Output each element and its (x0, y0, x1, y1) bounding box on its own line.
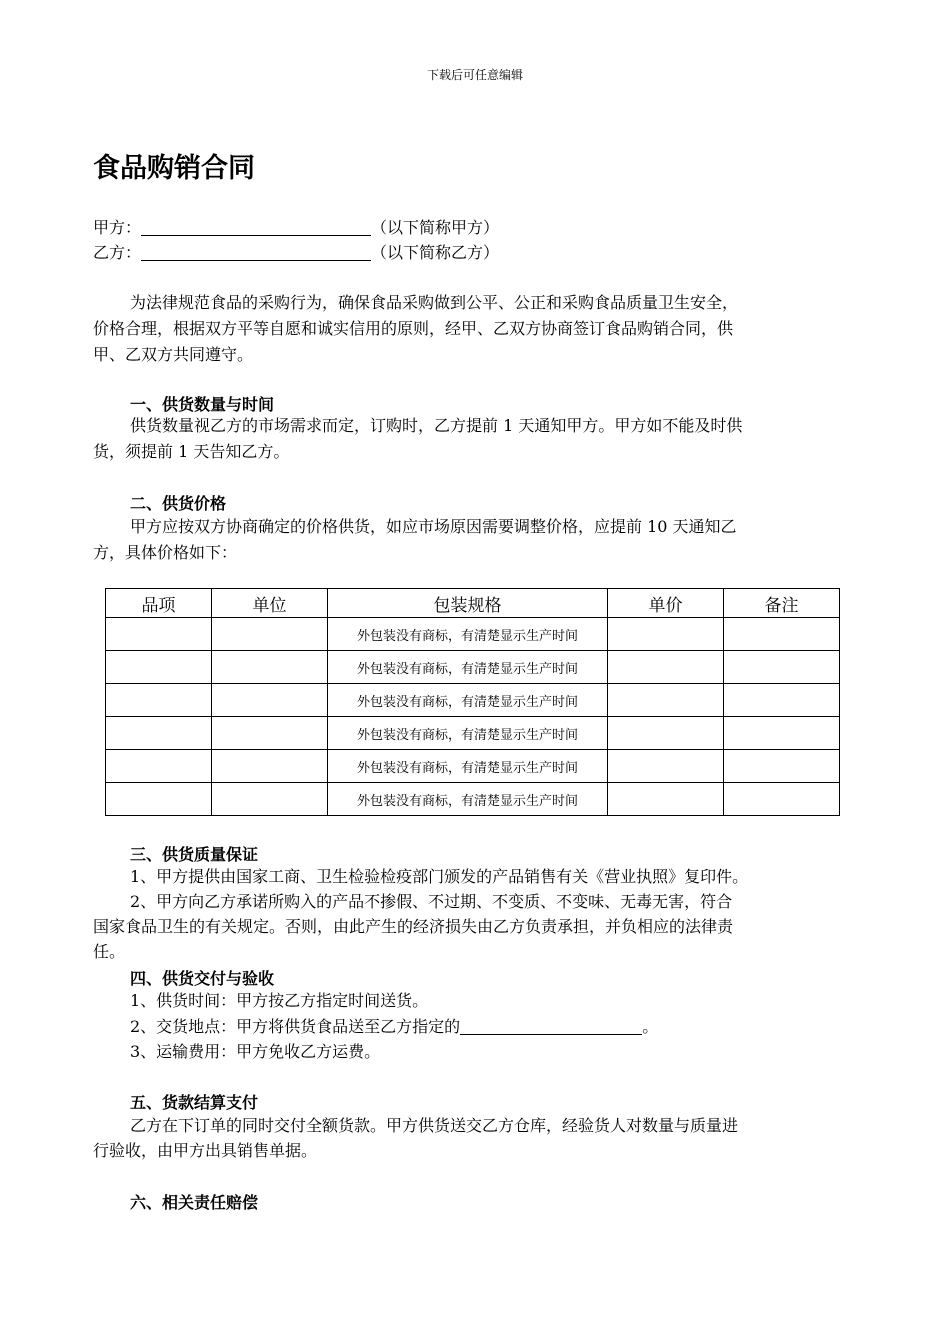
intro-line-2: 价格合理，根据双方平等自愿和诚实信用的原则，经甲、乙双方协商签订食品购销合同，供 (93, 319, 734, 338)
section-2-line-1: 甲方应按双方协商确定的价格供货，如应市场原因需要调整价格，应提前 10 天通知乙 (130, 517, 737, 536)
table-cell-unit-price (608, 783, 724, 816)
section-4-line-2-suffix: 。 (642, 1017, 659, 1036)
table-cell-packaging: 外包装没有商标，有清楚显示生产时间 (328, 783, 608, 816)
section-4-line-3: 3、运输费用：甲方免收乙方运费。 (130, 1042, 381, 1061)
section-2-line-2: 方，具体价格如下： (93, 543, 238, 562)
table-cell-remarks (724, 750, 840, 783)
table-cell-item (106, 684, 212, 717)
table-cell-packaging: 外包装没有商标，有清楚显示生产时间 (328, 684, 608, 717)
party-b-line (93, 240, 499, 266)
document-title: 食品购销合同 (93, 153, 255, 184)
table-cell-remarks (724, 717, 840, 750)
section-1-line-1: 供货数量视乙方的市场需求而定，订购时，乙方提前 1 天通知甲方。甲方如不能及时供 (130, 416, 743, 435)
intro-line-1: 为法律规范食品的采购行为，确保食品采购做到公平、公正和采购食品质量卫生安全， (130, 293, 739, 312)
table-cell-unit (212, 783, 328, 816)
party-b-label: 乙方： (93, 243, 142, 262)
party-a-blank (141, 217, 371, 236)
section-4-line-1: 1、供货时间：甲方按乙方指定时间送货。 (130, 991, 429, 1010)
party-a-label: 甲方： (93, 218, 142, 237)
table-cell-item (106, 651, 212, 684)
section-3-title: 三、供货质量保证 (130, 845, 259, 864)
table-cell-remarks (724, 684, 840, 717)
table-cell-unit (212, 684, 328, 717)
table-row (106, 618, 840, 651)
table-cell-item (106, 783, 212, 816)
table-row (106, 717, 840, 750)
section-4-line-2 (130, 1014, 658, 1040)
header-note: 下载后可任意编辑 (426, 68, 523, 82)
section-3-line-3: 国家食品卫生的有关规定。否则，由此产生的经济损失由乙方负责承担，并负相应的法律责 (93, 917, 734, 936)
section-4-title: 四、供货交付与验收 (130, 969, 275, 988)
table-cell-remarks (724, 651, 840, 684)
intro-line-3: 甲、乙双方共同遵守。 (93, 345, 254, 364)
table-header-remarks: 备注 (724, 589, 840, 618)
table-cell-unit-price (608, 750, 724, 783)
table-header-unit: 单位 (212, 589, 328, 618)
table-cell-packaging: 外包装没有商标，有清楚显示生产时间 (328, 750, 608, 783)
section-5-line-2: 行验收，由甲方出具销售单据。 (93, 1141, 318, 1160)
party-a-suffix: （以下简称甲方） (371, 218, 500, 237)
table-row (106, 783, 840, 816)
section-5-title: 五、货款结算支付 (130, 1093, 259, 1112)
price-table (105, 588, 840, 816)
table-cell-packaging: 外包装没有商标，有清楚显示生产时间 (328, 651, 608, 684)
table-cell-unit (212, 750, 328, 783)
section-5-line-1: 乙方在下订单的同时交付全额货款。甲方供货送交乙方仓库，经验货人对数量与质量进 (130, 1116, 739, 1135)
table-header-row (106, 589, 840, 618)
section-3-line-4: 任。 (93, 942, 126, 961)
table-header-packaging: 包装规格 (328, 589, 608, 618)
table-cell-remarks (724, 783, 840, 816)
table-header-unit-price: 单价 (608, 589, 724, 618)
table-row (106, 684, 840, 717)
table-cell-item (106, 750, 212, 783)
table-cell-unit (212, 717, 328, 750)
section-3-line-2: 2、甲方向乙方承诺所购入的产品不掺假、不过期、不变质、不变味、无毒无害，符合 (130, 892, 733, 911)
section-1-title: 一、供货数量与时间 (130, 395, 275, 414)
table-cell-unit-price (608, 684, 724, 717)
table-cell-item (106, 618, 212, 651)
table-header-item: 品项 (106, 589, 212, 618)
section-3-line-1: 1、甲方提供由国家工商、卫生检验检疫部门颁发的产品销售有关《营业执照》复印件。 (130, 867, 749, 886)
section-2-title: 二、供货价格 (130, 494, 227, 513)
table-cell-packaging: 外包装没有商标，有清楚显示生产时间 (328, 717, 608, 750)
table-row (106, 651, 840, 684)
party-b-blank (141, 242, 371, 261)
table-row (106, 750, 840, 783)
table-cell-unit (212, 651, 328, 684)
section-6-title: 六、相关责任赔偿 (130, 1193, 259, 1212)
table-cell-packaging: 外包装没有商标，有清楚显示生产时间 (328, 618, 608, 651)
party-b-suffix: （以下简称乙方） (371, 243, 500, 262)
table-cell-unit-price (608, 717, 724, 750)
section-4-line-2-prefix: 2、交货地点：甲方将供货食品送至乙方指定的 (130, 1017, 461, 1036)
delivery-location-blank (460, 1016, 642, 1035)
table-cell-item (106, 717, 212, 750)
table-cell-remarks (724, 618, 840, 651)
table-cell-unit (212, 618, 328, 651)
party-a-line (93, 215, 499, 241)
section-1-line-2: 货，须提前 1 天告知乙方。 (93, 442, 290, 461)
table-cell-unit-price (608, 618, 724, 651)
table-cell-unit-price (608, 651, 724, 684)
